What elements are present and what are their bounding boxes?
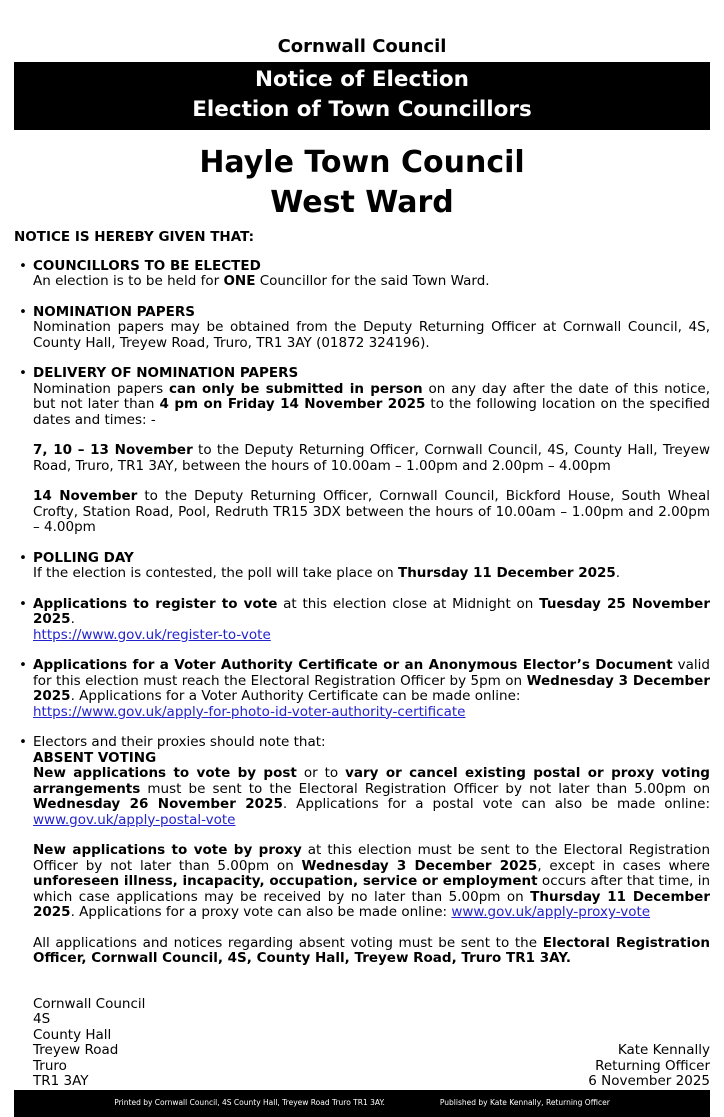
bold-text: New applications to vote by post xyxy=(33,765,297,781)
banner-line-1: Notice of Election xyxy=(255,67,469,92)
bullet-icon: • xyxy=(19,734,27,750)
notice-paragraph: Electors and their proxies should note that: xyxy=(33,734,326,750)
bold-text: 7, 10 – 13 November xyxy=(33,442,193,458)
bullet-icon: • xyxy=(19,257,27,274)
notice-paragraph xyxy=(33,751,710,767)
address-line: Treyew Road xyxy=(33,1042,119,1058)
bold-text: Wednesday 3 December 2025 xyxy=(33,672,710,704)
notice-item-body xyxy=(33,597,710,644)
hyperlink[interactable]: www.gov.uk/apply-postal-vote xyxy=(33,811,236,828)
notice-paragraph xyxy=(33,259,710,275)
notice-paragraph: Applications to register to vote at this election close at Midnight on Tuesday 25 November 2025. xyxy=(33,595,710,627)
bullet-icon: • xyxy=(19,365,27,381)
signature-line: Kate Kennally xyxy=(617,1042,710,1058)
notice-item-body xyxy=(33,551,710,582)
address-line: County Hall xyxy=(33,1026,112,1043)
bold-text: Wednesday 3 December 2025 xyxy=(301,857,538,874)
council-address-block xyxy=(33,997,145,1090)
notice-paragraph: If the election is contested, the poll will take place on Thursday 11 December 2025. xyxy=(33,565,621,581)
bold-text: 4 pm on Friday 14 November 2025 xyxy=(159,396,426,412)
notice-item xyxy=(14,597,710,644)
bold-text: can only be submitted in person xyxy=(169,380,423,397)
hyperlink[interactable]: https://www.gov.uk/register-to-vote xyxy=(33,626,271,643)
notice-item xyxy=(14,658,710,720)
bold-text: Tuesday 25 November 2025 xyxy=(33,595,710,627)
bold-text: DELIVERY OF NOMINATION PAPERS xyxy=(33,365,299,381)
bullet-icon: • xyxy=(19,595,27,612)
bold-text: ONE xyxy=(223,273,256,289)
bold-text: 14 November xyxy=(33,488,138,504)
signature-line: Returning Officer xyxy=(595,1057,710,1074)
bold-text: NOMINATION PAPERS xyxy=(33,303,195,320)
address-line: TR1 3AY xyxy=(33,1073,89,1089)
notice-item xyxy=(14,366,710,536)
notice-banner xyxy=(14,62,710,130)
notice-item-body xyxy=(33,259,710,290)
notice-paragraph: All applications and notices regarding absent voting must be sent to the Electoral Registration Officer, Cornwall Council, 4S, County Hall, Treyew Road, Truro TR1 3AY. xyxy=(33,934,710,966)
notice-item-body xyxy=(33,735,710,967)
notice-paragraph: Nomination papers may be obtained from the Deputy Returning Officer at Cornwall Council, 4S, County Hall, Treyew Road, Truro, TR1 3AY (01872 324196). xyxy=(33,319,710,351)
address-line: Cornwall Council xyxy=(33,995,146,1012)
notice-paragraph: Applications for a Voter Authority Certificate or an Anonymous Elector’s Document valid for this election must reach the Electoral Registration Officer by 5pm on Wednesday 3 December 2025. Applications for a Voter Authority Certificate can be made online: xyxy=(33,657,710,704)
notice-paragraph: 7, 10 – 13 November to the Deputy Returning Officer, Cornwall Council, 4S, County Hall, Treyew Road, Truro, TR1 3AY, between the hours of 10.00am – 1.00pm and 2.00pm – 4.00pm xyxy=(33,442,710,474)
hyperlink[interactable]: https://www.gov.uk/apply-for-photo-id-voter-authority-certificate xyxy=(33,703,466,720)
bold-text: Applications for a Voter Authority Certificate or an Anonymous Elector’s Document xyxy=(33,657,673,673)
notice-paragraph: An election is to be held for ONE Councillor for the said Town Ward. xyxy=(33,273,490,289)
signature-line: 6 November 2025 xyxy=(588,1073,710,1089)
address-line: Truro xyxy=(33,1057,67,1074)
notice-intro: NOTICE IS HEREBY GIVEN THAT: xyxy=(14,229,254,245)
notice-item xyxy=(14,735,710,967)
bold-text: ABSENT VOTING xyxy=(33,749,157,766)
bold-text: Wednesday 26 November 2025 xyxy=(33,796,283,812)
notice-paragraph xyxy=(33,705,710,721)
notice-item xyxy=(14,305,710,352)
hyperlink[interactable]: www.gov.uk/apply-proxy-vote xyxy=(451,904,651,920)
bold-text: Applications to register to vote xyxy=(33,595,278,612)
notice-bullet-list xyxy=(14,259,710,982)
notice-paragraph: Nomination papers can only be submitted in person on any day after the date of this notice, but not later than 4 pm on Friday 14 November 2025 to the following location on the specified dates and times: - xyxy=(33,380,710,428)
signature-section xyxy=(14,997,710,1090)
notice-paragraph: New applications to vote by post or to vary or cancel existing postal or proxy voting arrangements must be sent to the Electoral Registration Officer by not later than 5.00pm on Wednesday 26 November 2025. Applications for a postal vote can also be made online: www.gov.uk/apply-postal-vote xyxy=(33,765,710,828)
page-title-line-2: West Ward xyxy=(270,185,454,220)
imprint-footer-bar xyxy=(14,1090,710,1117)
notice-item-body xyxy=(33,305,710,352)
notice-item xyxy=(14,259,710,290)
printed-by-text: Printed by Cornwall Council, 4S County Hall, Treyew Road Truro TR1 3AY. xyxy=(114,1098,385,1107)
bold-text: vary or cancel existing postal or proxy voting arrangements xyxy=(33,765,710,797)
bold-text: Thursday 11 December 2025 xyxy=(397,565,616,581)
notice-item xyxy=(14,551,710,582)
notice-paragraph xyxy=(33,628,710,644)
bold-text: New applications to vote by proxy xyxy=(33,842,302,858)
notice-paragraph: New applications to vote by proxy at this election must be sent to the Electoral Registration Officer by not later than 5.00pm on Wednesday 3 December 2025, except in cases where unforeseen illness, incapacity, occupation, service or employment occurs after that time, in which case applications may be received by no later than 5.00pm on Thursday 11 December 2025. Applications for a proxy vote can also be made online: www.gov.uk/apply-proxy-vote xyxy=(33,842,711,920)
notice-item-body xyxy=(33,658,710,720)
bold-text: COUNCILLORS TO BE ELECTED xyxy=(33,257,261,274)
notice-paragraph xyxy=(33,551,710,567)
bullet-icon: • xyxy=(19,303,27,320)
notice-paragraph xyxy=(33,305,710,321)
bold-text: Thursday 11 December 2025 xyxy=(33,888,710,920)
page-title xyxy=(14,143,710,223)
bullet-icon: • xyxy=(19,549,27,566)
page-title-line-1: Hayle Town Council xyxy=(199,145,525,180)
address-line: 4S xyxy=(33,1011,51,1027)
bold-text: Electoral Registration Officer, Cornwall Council, 4S, County Hall, Treyew Road, Truro TR1 3AY. xyxy=(33,934,710,966)
bold-text: unforeseen illness, incapacity, occupation, service or employment xyxy=(33,873,538,889)
notice-paragraph xyxy=(33,366,710,382)
notice-item-body xyxy=(33,366,710,536)
authority-title: Cornwall Council xyxy=(277,36,447,57)
notice-paragraph: 14 November to the Deputy Returning Officer, Cornwall Council, Bickford House, South Wheal Crofty, Station Road, Pool, Redruth TR15 3DX between the hours of 10.00am – 1.00pm and 2.00pm – 4.00pm xyxy=(33,488,711,535)
published-by-text: Published by Kate Kennally, Returning Officer xyxy=(439,1098,610,1107)
banner-line-2: Election of Town Councillors xyxy=(192,97,532,122)
bullet-icon: • xyxy=(19,657,27,673)
bold-text: POLLING DAY xyxy=(33,549,134,566)
returning-officer-signature-block xyxy=(588,1043,710,1090)
